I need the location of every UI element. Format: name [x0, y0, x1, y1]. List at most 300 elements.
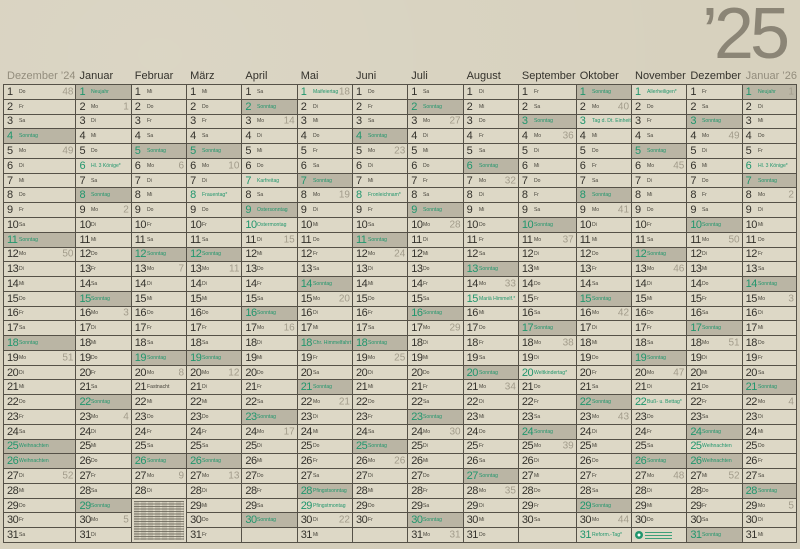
- day-number: 25: [79, 440, 91, 453]
- day-number: 14: [355, 277, 368, 290]
- weekday-label: Sa: [91, 488, 98, 494]
- day-cell: [632, 159, 686, 174]
- day-number: 7: [134, 174, 141, 187]
- day-number: 16: [190, 307, 202, 320]
- weekday-label: Di: [367, 163, 373, 169]
- day-cell: [519, 262, 576, 277]
- month-days: [686, 84, 741, 543]
- day-number: 1: [745, 85, 752, 98]
- day-cell: [743, 440, 796, 455]
- day-cell: [242, 351, 296, 366]
- day-number: 8: [134, 189, 141, 202]
- weekday-label: Mi: [146, 192, 153, 198]
- empty-cell: [242, 528, 296, 543]
- month-days: [3, 84, 75, 543]
- weekday-label: Sa: [367, 222, 375, 228]
- day-number: 24: [134, 425, 147, 438]
- day-cell: [187, 262, 241, 277]
- day-cell: [464, 129, 518, 144]
- day-cell: [743, 85, 796, 100]
- day-number: 27: [7, 470, 19, 482]
- weekday-label: Di: [647, 488, 652, 494]
- weekday-label: Fr: [702, 296, 708, 302]
- day-cell: [298, 469, 352, 484]
- day-cell: [4, 233, 75, 248]
- day-number: 28: [521, 484, 534, 497]
- day-number: 13: [190, 263, 202, 276]
- day-number: 6: [466, 159, 473, 172]
- weekday-label: Do: [533, 384, 541, 390]
- weekday-label: Fr: [202, 222, 207, 228]
- weekday-label: Mo: [702, 340, 710, 346]
- day-cell: [132, 380, 186, 395]
- day-number: 7: [411, 174, 417, 187]
- publisher-logo: [635, 531, 686, 539]
- month-header: Dezember: [690, 70, 742, 82]
- day-number: 13: [466, 263, 478, 276]
- day-number: 19: [466, 351, 478, 364]
- weekday-label: Sa: [423, 296, 430, 302]
- day-cell: [408, 410, 462, 425]
- month-column: [352, 67, 407, 543]
- day-number: 16: [79, 307, 91, 320]
- day-cell: [353, 174, 407, 189]
- sunday-label: Sonntag: [647, 251, 667, 257]
- day-number: 2: [355, 100, 362, 113]
- day-number: 29: [411, 499, 423, 512]
- day-cell: [687, 233, 741, 248]
- day-cell: [577, 336, 631, 351]
- day-number: 4: [190, 130, 196, 143]
- day-number: 16: [635, 307, 647, 320]
- weekday-label: Mi: [91, 237, 97, 243]
- weekday-label: Mi: [91, 443, 97, 450]
- day-cell: [353, 454, 407, 469]
- weekday-label: Sa: [423, 192, 430, 198]
- day-cell: [577, 395, 631, 410]
- day-number: 22: [134, 396, 147, 409]
- day-cell: [242, 292, 296, 307]
- holiday-label: Weihnachten: [19, 443, 49, 450]
- day-cell: [353, 380, 407, 395]
- day-cell: [687, 454, 741, 469]
- day-cell: [577, 321, 631, 336]
- day-cell: [632, 425, 686, 440]
- day-number: 15: [745, 292, 757, 305]
- day-number: 16: [745, 307, 757, 320]
- day-cell: [519, 380, 576, 395]
- day-number: 10: [690, 218, 702, 231]
- day-cell: [577, 248, 631, 263]
- day-cell: [743, 380, 796, 395]
- day-number: 2: [190, 100, 196, 113]
- day-cell: [76, 233, 130, 248]
- day-cell: [464, 233, 518, 248]
- day-cell: [4, 321, 75, 336]
- weekday-label: Sa: [19, 222, 26, 228]
- weekday-label: Mo: [757, 502, 765, 509]
- day-number: 15: [411, 292, 423, 305]
- day-cell: [743, 366, 796, 381]
- week-number: 37: [562, 234, 574, 246]
- day-cell: [519, 233, 576, 248]
- day-cell: [577, 188, 631, 203]
- day-cell: [353, 321, 407, 336]
- day-cell: [187, 454, 241, 469]
- holiday-label: Buß- u. Bettag*: [647, 399, 682, 405]
- day-cell: [464, 292, 518, 307]
- day-cell: [577, 100, 631, 115]
- day-cell: [464, 513, 518, 528]
- holiday-label: Neujahr: [757, 89, 776, 95]
- day-cell: [353, 85, 407, 100]
- day-number: 19: [745, 351, 757, 364]
- day-number: 25: [300, 440, 312, 453]
- day-cell: [577, 440, 631, 455]
- day-cell: [743, 454, 796, 469]
- day-number: 2: [521, 100, 528, 113]
- weekday-label: Di: [312, 310, 318, 317]
- weekday-label: Sa: [146, 133, 154, 139]
- month-column: [518, 67, 576, 543]
- day-number: 26: [134, 455, 147, 468]
- day-number: 18: [745, 337, 757, 350]
- day-number: 18: [190, 337, 202, 350]
- day-cell: [743, 188, 796, 203]
- weekday-label: Fr: [423, 488, 429, 494]
- day-number: 6: [745, 159, 752, 172]
- weekday-label: Sa: [202, 340, 209, 346]
- day-cell: [132, 203, 186, 218]
- day-number: 1: [411, 85, 417, 98]
- day-cell: [76, 144, 130, 159]
- day-cell: [519, 499, 576, 514]
- weekday-label: Sa: [647, 133, 654, 139]
- day-cell: [577, 513, 631, 528]
- weekday-label: Fr: [202, 429, 207, 435]
- week-number: 10: [228, 160, 240, 172]
- weekday-label: Mi: [591, 237, 598, 243]
- day-number: 26: [521, 455, 534, 468]
- day-cell: [353, 100, 407, 115]
- week-number: 3: [788, 293, 794, 305]
- day-number: 25: [190, 440, 202, 453]
- day-number: 9: [745, 204, 752, 217]
- day-number: 8: [355, 189, 362, 202]
- day-number: 24: [79, 425, 91, 438]
- holiday-label: Hl. 3 Könige*: [757, 163, 788, 169]
- weekday-label: Mo: [647, 163, 655, 169]
- day-number: 9: [579, 204, 586, 217]
- day-number: 2: [79, 100, 86, 113]
- day-cell: [76, 277, 130, 292]
- day-cell: [4, 528, 75, 543]
- weekday-label: Mo: [757, 192, 765, 198]
- day-number: 11: [745, 233, 757, 246]
- weekday-label: Mi: [312, 429, 319, 435]
- week-number: 48: [673, 470, 685, 482]
- day-number: 14: [745, 277, 757, 290]
- day-cell: [464, 425, 518, 440]
- day-number: 29: [300, 499, 312, 512]
- weekday-label: Do: [312, 133, 320, 139]
- day-number: 30: [745, 514, 757, 527]
- weekday-label: Di: [423, 340, 429, 346]
- empty-cell: [353, 528, 407, 543]
- day-cell: [187, 410, 241, 425]
- day-number: 17: [579, 322, 591, 335]
- day-number: 11: [79, 233, 90, 246]
- weekday-label: Di: [478, 89, 484, 95]
- weekday-label: Mi: [757, 532, 764, 538]
- day-cell: [132, 100, 186, 115]
- day-number: 28: [355, 484, 368, 497]
- day-cell: [577, 307, 631, 322]
- day-cell: [353, 395, 407, 410]
- day-cell: [464, 277, 518, 292]
- day-cell: [687, 380, 741, 395]
- weekday-label: Di: [312, 517, 318, 523]
- day-number: 15: [134, 292, 147, 305]
- weekday-label: Sa: [757, 370, 764, 376]
- weekday-label: Mi: [312, 325, 319, 331]
- day-cell: [298, 277, 352, 292]
- day-cell: [743, 262, 796, 277]
- day-number: 13: [300, 263, 312, 276]
- weekday-label: Fr: [367, 104, 373, 110]
- day-cell: [577, 351, 631, 366]
- day-number: 9: [7, 204, 13, 217]
- weekday-label: Fr: [702, 89, 708, 95]
- day-number: 21: [355, 381, 368, 394]
- weekday-label: Mi: [423, 458, 429, 464]
- day-number: 14: [79, 277, 91, 290]
- day-number: 6: [521, 159, 528, 172]
- day-number: 9: [245, 204, 252, 217]
- weekday-label: Do: [202, 207, 209, 213]
- week-number: 14: [283, 115, 295, 127]
- month-column: [186, 67, 241, 543]
- day-cell: [577, 410, 631, 425]
- day-cell: [132, 85, 186, 100]
- weekday-label: Fr: [478, 237, 484, 243]
- weekday-label: Do: [367, 296, 375, 302]
- holiday-label: Fronleichnam*: [367, 192, 401, 198]
- day-number: 21: [635, 381, 647, 394]
- weekday-label: Fr: [647, 429, 652, 435]
- day-number: 13: [245, 263, 257, 276]
- weekday-label: Fr: [478, 340, 484, 346]
- day-number: 6: [690, 159, 696, 172]
- day-cell: [187, 336, 241, 351]
- day-cell: [76, 469, 130, 484]
- weekday-label: Di: [757, 414, 763, 420]
- day-number: 12: [690, 248, 702, 261]
- day-number: 5: [745, 144, 752, 157]
- day-cell: [4, 203, 75, 218]
- day-cell: [4, 129, 75, 144]
- month-header: Januar ’26: [745, 70, 797, 82]
- day-number: 3: [245, 115, 252, 128]
- day-cell: [408, 159, 462, 174]
- day-cell: [687, 528, 741, 543]
- day-number: 17: [745, 322, 757, 335]
- weekday-label: Mi: [19, 384, 25, 390]
- sunday-label: Sonntag: [757, 281, 777, 287]
- day-cell: [519, 248, 576, 263]
- day-cell: [4, 85, 75, 100]
- day-cell: [632, 380, 686, 395]
- month-column: [297, 67, 352, 543]
- day-cell: [4, 380, 75, 395]
- weekday-label: Mo: [202, 473, 210, 479]
- day-number: 2: [134, 100, 141, 113]
- sunday-label: Sonntag: [757, 488, 777, 494]
- sunday-label: Sonntag: [257, 414, 277, 420]
- day-cell: [408, 454, 462, 469]
- day-cell: [577, 144, 631, 159]
- day-number: 30: [79, 514, 91, 527]
- weekday-label: Fr: [647, 222, 652, 228]
- sunday-label: Sonntag: [312, 281, 332, 287]
- day-number: 4: [355, 130, 362, 143]
- sunday-label: Sonntag: [757, 177, 777, 184]
- weekday-label: Sa: [591, 177, 598, 184]
- month-days: [742, 84, 797, 543]
- weekday-label: Fastnacht: [146, 384, 170, 390]
- day-cell: [76, 292, 130, 307]
- day-number: 19: [79, 351, 91, 364]
- day-cell: [632, 233, 686, 248]
- weekday-label: Fr: [702, 502, 708, 509]
- day-number: 27: [79, 470, 91, 482]
- day-cell: [298, 380, 352, 395]
- day-number: 11: [579, 233, 591, 246]
- day-cell: [4, 499, 75, 514]
- day-number: 17: [7, 322, 19, 335]
- holiday-label: Weltkindertag*: [533, 370, 567, 376]
- weekday-label: Sa: [591, 281, 598, 287]
- weekday-label: Do: [647, 310, 654, 317]
- day-number: 31: [466, 529, 478, 542]
- day-cell: [687, 366, 741, 381]
- day-number: 19: [300, 351, 312, 364]
- day-number: 9: [411, 204, 417, 217]
- day-number: 21: [411, 381, 423, 394]
- day-number: 12: [245, 248, 257, 261]
- weekday-label: Do: [91, 251, 99, 257]
- day-cell: [353, 203, 407, 218]
- weekday-label: Fr: [257, 281, 263, 287]
- day-number: 7: [300, 174, 307, 187]
- weekday-label: Do: [478, 429, 486, 435]
- weekday-label: Sa: [478, 251, 485, 257]
- weekday-label: Di: [312, 207, 318, 213]
- day-cell: [353, 513, 407, 528]
- weekday-label: Do: [533, 281, 541, 287]
- day-number: 29: [635, 499, 647, 512]
- day-cell: [242, 336, 296, 351]
- day-cell: [76, 528, 130, 543]
- day-number: 17: [635, 322, 647, 335]
- day-number: 12: [411, 248, 423, 261]
- weekday-label: Sa: [591, 384, 598, 390]
- day-cell: [132, 484, 186, 499]
- day-cell: [743, 336, 796, 351]
- day-number: 6: [635, 159, 641, 172]
- day-cell: [464, 351, 518, 366]
- month-column: [631, 67, 686, 543]
- weekday-label: Mi: [478, 104, 484, 110]
- week-number: 3: [123, 307, 129, 319]
- weekday-label: Mo: [367, 355, 376, 361]
- day-number: 29: [579, 499, 591, 512]
- day-cell: [743, 307, 796, 322]
- week-number: 45: [673, 160, 685, 172]
- weekday-label: Mo: [533, 340, 541, 346]
- weekday-label: Mo: [423, 532, 431, 538]
- day-number: 5: [300, 144, 307, 157]
- day-number: 18: [300, 337, 312, 350]
- day-cell: [242, 100, 296, 115]
- publisher-logo-icon: [635, 531, 643, 539]
- day-cell: [187, 321, 241, 336]
- sunday-label: Sonntag: [702, 325, 722, 331]
- day-cell: [687, 292, 741, 307]
- weekday-label: Sa: [647, 340, 654, 346]
- week-number: 13: [228, 470, 240, 482]
- day-number: 24: [7, 425, 19, 438]
- day-number: 11: [411, 233, 422, 246]
- week-number: 29: [449, 322, 461, 334]
- sunday-label: Sonntag: [647, 148, 667, 154]
- weekday-label: Sa: [19, 532, 26, 538]
- weekday-label: Mi: [533, 163, 540, 169]
- weekday-label: Di: [312, 414, 318, 420]
- week-number: 19: [338, 189, 350, 201]
- day-number: 6: [579, 159, 586, 172]
- day-number: 25: [521, 440, 534, 453]
- day-number: 26: [635, 455, 647, 468]
- weekday-label: Di: [647, 177, 652, 184]
- day-number: 2: [466, 100, 473, 113]
- day-cell: [4, 115, 75, 130]
- day-cell: [132, 218, 186, 233]
- day-number: 6: [7, 159, 13, 172]
- day-cell: [187, 85, 241, 100]
- day-number: 27: [745, 470, 757, 482]
- day-cell: [4, 262, 75, 277]
- weekday-label: Mi: [591, 133, 598, 139]
- day-cell: [76, 513, 130, 528]
- day-cell: [519, 129, 576, 144]
- day-number: 23: [521, 410, 534, 423]
- day-number: 27: [134, 470, 147, 482]
- weekday-label: Do: [146, 310, 154, 317]
- weekday-label: Mo: [478, 177, 486, 184]
- day-number: 31: [745, 529, 757, 542]
- month-days: [407, 84, 462, 543]
- week-number: 51: [62, 352, 74, 364]
- day-cell: [743, 395, 796, 410]
- weekday-label: Fr: [146, 429, 152, 435]
- day-number: 9: [690, 204, 696, 217]
- holiday-label: Ostersonntag: [257, 207, 289, 213]
- day-cell: [464, 380, 518, 395]
- month-header: März: [190, 70, 215, 82]
- day-number: 28: [300, 484, 312, 497]
- weekday-label: Mo: [702, 133, 710, 139]
